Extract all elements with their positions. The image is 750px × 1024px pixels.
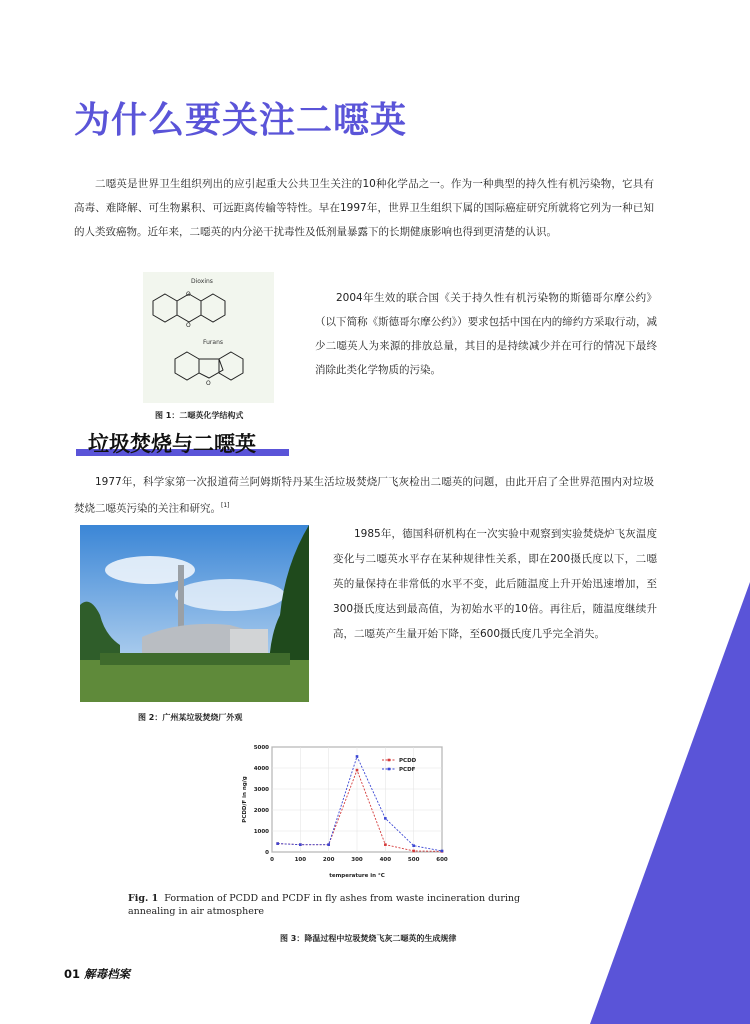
- section-heading: 垃圾焚烧与二噁英: [88, 432, 256, 456]
- chart-point-pcdf: [356, 755, 359, 758]
- chart-x-tick-label: 500: [407, 857, 420, 863]
- chart-point-pcdf: [327, 843, 330, 846]
- figure-3-english-caption-label: Fig. 1: [128, 893, 159, 904]
- chart-y-tick-label: 5000: [253, 745, 269, 751]
- chart-point-pcdd: [412, 850, 415, 853]
- figure-3-line-chart: [232, 742, 452, 884]
- chart-x-tick-label: 400: [379, 857, 392, 863]
- figure-3-english-caption: [128, 892, 568, 918]
- page-footer: [64, 966, 130, 982]
- chart-x-tick-label: 0: [270, 857, 274, 863]
- figure-1-structures: [143, 272, 274, 403]
- chart-legend-marker-pcdd: [388, 759, 391, 762]
- chart-y-tick-label: 4000: [253, 766, 269, 772]
- figure-2-photo-incineration-plant: [80, 525, 309, 702]
- chart-y-axis-label: PCDD/F in ng/g: [242, 776, 248, 823]
- chart-point-pcdf: [384, 817, 387, 820]
- dioxin-right-ring: [201, 294, 225, 322]
- reference-marker: [1]: [221, 502, 230, 509]
- chart-legend-label-pcdd: PCDD: [399, 758, 417, 764]
- figure-1-caption: 图 1：二噁英化学结构式: [155, 411, 244, 420]
- dioxin-o-top: O: [186, 291, 191, 298]
- intro-paragraph: 二噁英是世界卫生组织列出的应引起重大公共卫生关注的10种化学品之一。作为一种典型的持久性有机污染物，它具有高毒、难降解、可生物累积、可远距离传输等特性。早在1997年，世界卫生组织下属的国际癌症研究所就将它列为一种已知的人类致癌物。近年来，二噁英的内分泌干扰毒性及低剂量暴露下的长期健康影响也得到更清楚的认识。: [74, 178, 654, 238]
- history-paragraph-text: 1977年，科学家第一次报道荷兰阿姆斯特丹某生活垃圾焚烧厂飞灰检出二噁英的问题，由此开启了全世界范围内对垃圾焚烧二噁英污染的关注和研究。: [74, 476, 654, 515]
- dioxin-furan-structure-diagram: [143, 272, 274, 403]
- page-title: 为什么要关注二噁英: [74, 100, 408, 141]
- chart-point-pcdd: [356, 769, 359, 772]
- chart-point-pcdd: [384, 843, 387, 846]
- chart-x-tick-label: 200: [322, 857, 335, 863]
- furan-left-ring: [175, 352, 199, 380]
- stockholm-paragraph: 2004年生效的联合国《关于持久性有机污染物的斯德哥尔摩公约》（以下简称《斯德哥尔摩公约》）要求包括中国在内的缔约方采取行动，减少二噁英人为来源的排放总量，其目的是持续减少并在可行的情况下最终消除此类化学物质的污染。: [315, 292, 657, 376]
- chart-point-pcdf: [412, 844, 415, 847]
- chart-point-pcdf: [299, 843, 302, 846]
- chart-point-pcdf: [441, 850, 444, 853]
- dioxin-center-ring: [177, 294, 201, 322]
- chart-x-tick-label: 600: [436, 857, 448, 863]
- figure-3-caption: 图 3：降温过程中垃圾焚烧飞灰二噁英的生成规律: [280, 934, 457, 943]
- dioxins-label: Dioxins: [191, 278, 213, 285]
- chart-x-tick-label: 300: [351, 857, 363, 863]
- history-paragraph: [74, 470, 654, 521]
- dioxin-left-ring: [153, 294, 177, 322]
- experiment-paragraph: 1985年，德国科研机构在一次实验中观察到实验焚烧炉飞灰温度变化与二噁英水平存在某种规律性关系，即在200摄氏度以下，二噁英的量保持在非常低的水平不变，此后随温度上升开始迅速增加，至300摄氏度达到最高值，为初始水平的10倍。再往后，随温度继续升高，二噁英产生量开始下降，至600摄氏度几乎完全消失。: [333, 528, 657, 640]
- chart-x-tick-label: 100: [294, 857, 307, 863]
- chart-legend-label-pcdf: PCDF: [399, 767, 416, 773]
- chart-point-pcdf: [276, 842, 279, 845]
- photo-cloud: [175, 579, 285, 611]
- dioxin-o-bottom: O: [186, 322, 191, 329]
- footer-page-number: 01: [64, 967, 81, 981]
- chart-y-tick-label: 2000: [253, 808, 269, 814]
- furans-label: Furans: [203, 339, 223, 346]
- chart-y-tick-label: 0: [265, 850, 269, 856]
- photo-shrubs: [100, 653, 290, 665]
- footer-title: 解毒档案: [84, 967, 131, 981]
- figure-2-caption: 图 2：广州某垃圾焚烧厂外观: [138, 713, 243, 722]
- chart-y-tick-label: 1000: [253, 829, 269, 835]
- figure-3-english-caption-text: Formation of PCDD and PCDF in fly ashes from waste incineration during annealing in air atmosphere: [128, 893, 521, 917]
- chart-x-axis-label: temperature in °C: [329, 873, 385, 879]
- furan-o: O: [206, 380, 211, 387]
- photo-grass: [80, 660, 309, 702]
- chart-legend-marker-pcdf: [388, 768, 391, 771]
- furan-right-ring: [219, 352, 243, 380]
- chart-y-tick-label: 3000: [253, 787, 269, 793]
